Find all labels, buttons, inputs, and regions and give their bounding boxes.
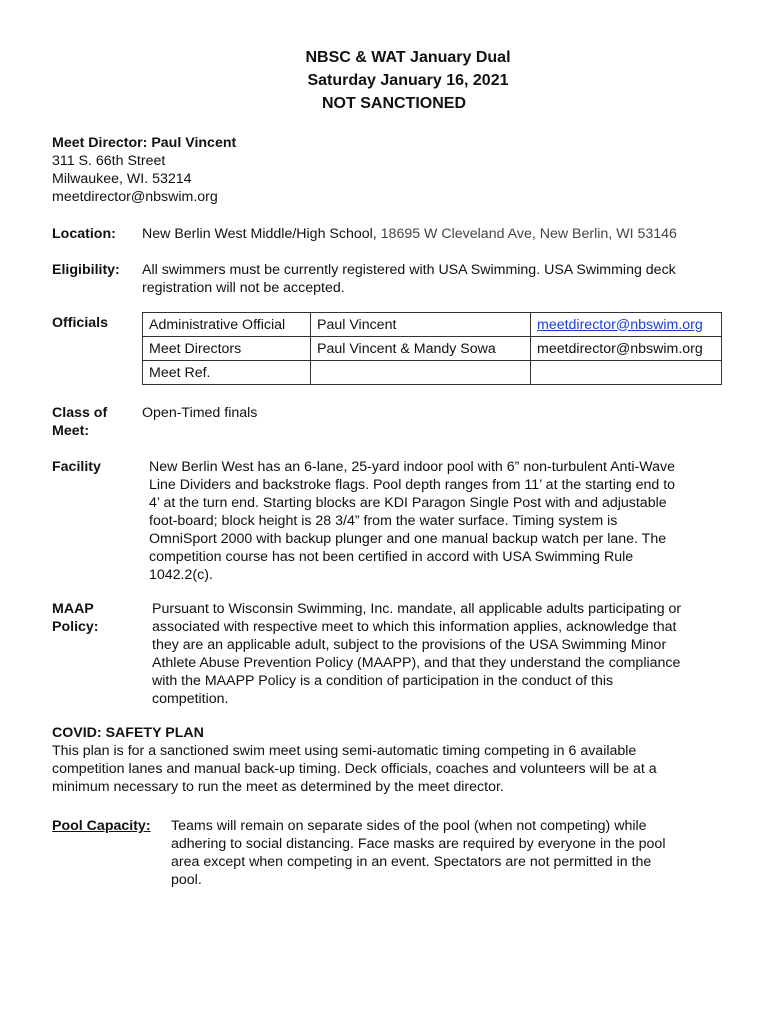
director-email: meetdirector@nbswim.org <box>52 189 218 205</box>
official-name: Paul Vincent <box>311 313 531 337</box>
table-row <box>143 337 722 361</box>
pool-capacity-text <box>171 817 701 889</box>
location-value <box>142 225 677 243</box>
sanction-status: NOT SANCTIONED <box>322 95 466 112</box>
meet-title: NBSC & WAT January Dual <box>305 49 511 66</box>
maap-line: they are an applicable adult, subject to the provisions of the USA Swimming Minor <box>152 637 667 653</box>
facility-line: New Berlin West has an 6-lane, 25-yard indoor pool with 6” non-turbulent Anti-Wave <box>149 459 675 475</box>
facility-text <box>149 458 729 584</box>
official-email-link[interactable]: meetdirector@nbswim.org <box>537 316 703 333</box>
maap-label-line: Policy: <box>52 619 99 635</box>
location-venue: New Berlin West Middle/High School, <box>142 226 377 242</box>
covid-safety-plan <box>52 724 712 796</box>
facility-line: 1042.2(c). <box>149 567 213 583</box>
director-street: 311 S. 66th Street <box>52 153 166 169</box>
covid-line: This plan is for a sanctioned swim meet using semi-automatic timing competing in 6 available <box>52 743 637 759</box>
official-role: Meet Ref. <box>143 361 311 385</box>
facility-line: foot-board; block height is 28 3/4” from the water surface. Timing system is <box>149 513 618 529</box>
official-email <box>531 361 722 385</box>
class-of-meet-value: Open-Timed finals <box>142 405 258 421</box>
class-of-meet-label <box>52 404 142 440</box>
pool-capacity-line: Teams will remain on separate sides of the pool (when not competing) while <box>171 818 647 834</box>
director-city: Milwaukee, WI. 53214 <box>52 171 192 187</box>
meet-director-name: Meet Director: Paul Vincent <box>52 135 237 151</box>
table-row <box>143 361 722 385</box>
officials-table <box>142 312 722 385</box>
facility-label: Facility <box>52 459 101 475</box>
meet-director-block <box>52 134 236 206</box>
eligibility-text <box>142 261 732 297</box>
pool-capacity-line: adhering to social distancing. Face masks are required by everyone in the pool <box>171 836 666 852</box>
maap-label <box>52 600 142 636</box>
meet-date: Saturday January 16, 2021 <box>307 72 509 89</box>
pool-capacity-line: pool. <box>171 872 202 888</box>
maap-line: Pursuant to Wisconsin Swimming, Inc. mandate, all applicable adults participating or <box>152 601 682 617</box>
official-email: meetdirector@nbswim.org <box>531 337 722 361</box>
class-label-line: Class of <box>52 405 108 421</box>
facility-line: 4’ at the turn end. Starting blocks are KDI Paragon Single Post with and adjustable <box>149 495 667 511</box>
officials-label: Officials <box>52 315 108 331</box>
eligibility-line: All swimmers must be currently registered with USA Swimming. USA Swimming deck <box>142 262 676 278</box>
facility-line: Line Dividers and backstroke flags. Pool depth ranges from 11’ at the starting end to <box>149 477 676 493</box>
facility-line: OmniSport 2000 with backup plunger and one manual backup watch per lane. The <box>149 531 667 547</box>
location-label: Location: <box>52 226 116 242</box>
maap-line: Athlete Abuse Prevention Policy (MAAPP), and that they understand the compliance <box>152 655 681 671</box>
location-address: 18695 W Cleveland Ave, New Berlin, WI 53146 <box>376 226 677 242</box>
covid-title: COVID: SAFETY PLAN <box>52 725 204 741</box>
maap-line: associated with respective meet to which this information applies, acknowledge that <box>152 619 677 635</box>
covid-line: minimum necessary to run the meet as determined by the meet director. <box>52 779 504 795</box>
pool-capacity-label: Pool Capacity: <box>52 818 151 834</box>
official-name: Paul Vincent & Mandy Sowa <box>311 337 531 361</box>
class-label-line: Meet: <box>52 423 90 439</box>
official-name <box>311 361 531 385</box>
facility-line: competition course has not been certified in accord with USA Swimming Rule <box>149 549 634 565</box>
official-role: Administrative Official <box>143 313 311 337</box>
covid-line: competition lanes and manual back-up timing. Deck officials, coaches and volunteers will be at a <box>52 761 657 777</box>
eligibility-line: registration will not be accepted. <box>142 280 345 296</box>
maap-line: competition. <box>152 691 229 707</box>
official-role: Meet Directors <box>143 337 311 361</box>
pool-capacity-line: area except when competing in an event. Spectators are not permitted in the <box>171 854 652 870</box>
meet-header <box>0 46 770 115</box>
maap-label-line: MAAP <box>52 601 94 617</box>
table-row <box>143 313 722 337</box>
maap-text <box>152 600 732 708</box>
maap-line: with the MAAPP Policy is a condition of participation in the conduct of this <box>152 673 614 689</box>
eligibility-label: Eligibility: <box>52 262 120 278</box>
